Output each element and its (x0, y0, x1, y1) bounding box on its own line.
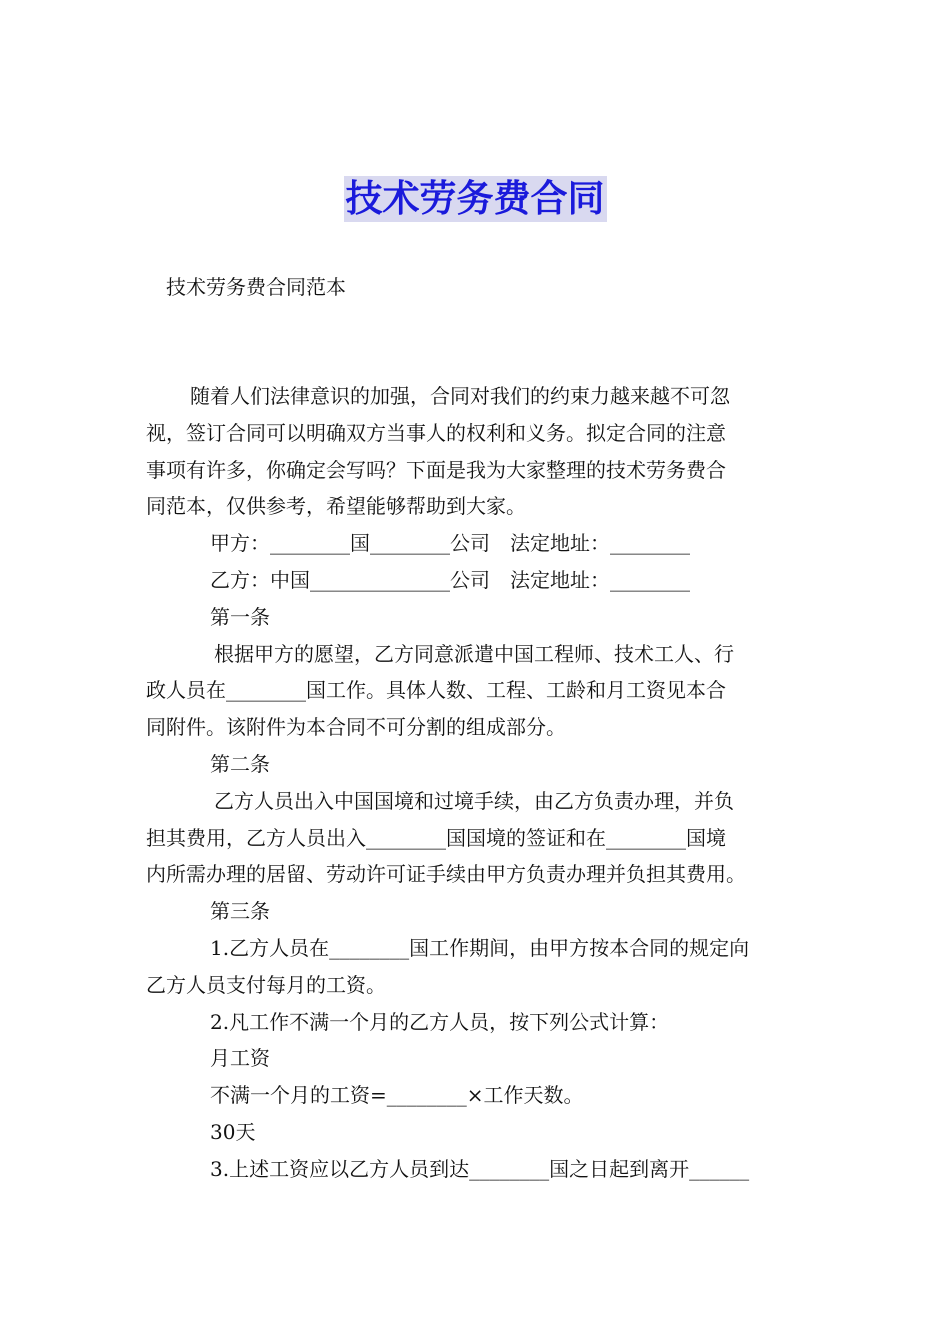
intro-line-4: 同范本，仅供参考，希望能够帮助到大家。 (146, 494, 526, 519)
article-2-line-1: 乙方人员出入中国国境和过境手续，由乙方负责办理，并负 (214, 788, 734, 813)
formula-numerator: 月工资 (210, 1046, 270, 1071)
document-subtitle: 技术劳务费合同范本 (166, 275, 346, 299)
intro-line-3: 事项有许多，你确定会写吗？下面是我为大家整理的技术劳务费合 (146, 457, 726, 482)
article-2-line-2: 担其费用，乙方人员出入________国国境的签证和在________国境 (146, 825, 726, 850)
article-3-item-2: 2.凡工作不满一个月的乙方人员，按下列公式计算： (210, 1009, 670, 1034)
document-body (146, 378, 808, 1188)
article-1-line-2: 政人员在________国工作。具体人数、工程、工龄和月工资见本合 (146, 678, 726, 703)
article-2-heading: 第二条 (210, 751, 270, 776)
document-title: 技术劳务费合同 (345, 177, 605, 220)
article-3-item-1-line-1: 1.乙方人员在________国工作期间，由甲方按本合同的规定向 (210, 935, 750, 960)
party-a-line: 甲方：________国________公司 法定地址：________ (210, 531, 690, 556)
article-2-line-3: 内所需办理的居留、劳动许可证手续由甲方负责办理并负担其费用。 (146, 862, 746, 887)
formula-denominator: 30天 (210, 1119, 256, 1144)
article-1-heading: 第一条 (210, 604, 270, 629)
article-3-item-3: 3.上述工资应以乙方人员到达________国之日起到离开______ (210, 1156, 750, 1181)
title-wrapper (0, 176, 950, 222)
formula-line: 不满一个月的工资=________×工作天数。 (210, 1083, 584, 1108)
intro-line-1: 随着人们法律意识的加强，合同对我们的约束力越来越不可忽 (190, 384, 730, 408)
article-1-line-1: 根据甲方的愿望，乙方同意派遣中国工程师、技术工人、行 (214, 641, 734, 666)
article-1-line-3: 同附件。该附件为本合同不可分割的组成部分。 (146, 715, 566, 740)
article-3-heading: 第三条 (210, 899, 270, 924)
party-b-line: 乙方：中国______________公司 法定地址：________ (210, 567, 690, 592)
article-3-item-1-line-2: 乙方人员支付每月的工资。 (146, 972, 386, 997)
intro-line-2: 视，签订合同可以明确双方当事人的权利和义务。拟定合同的注意 (146, 420, 726, 445)
